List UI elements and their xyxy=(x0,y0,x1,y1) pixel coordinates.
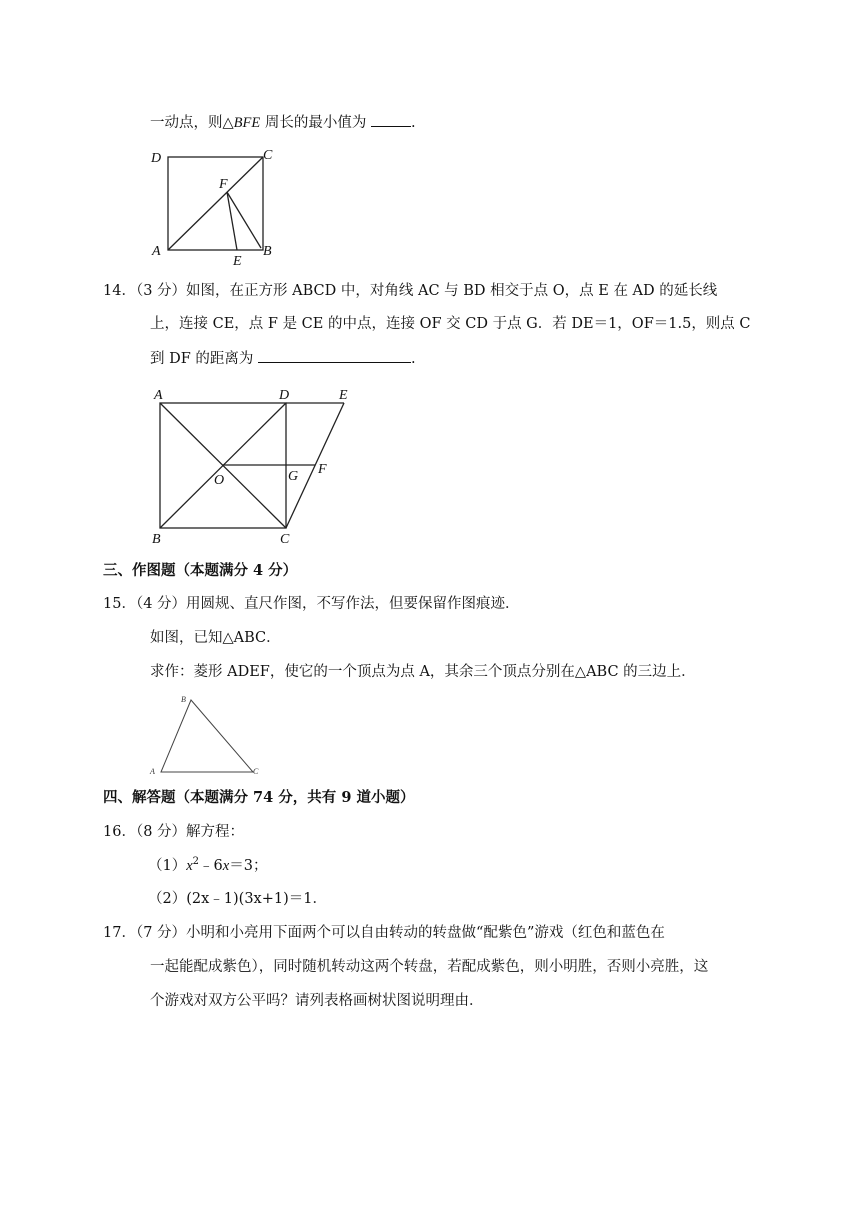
q14-label-c: C xyxy=(280,532,290,547)
q16-exponent: 2 xyxy=(192,856,200,868)
q14-line-3 xyxy=(150,348,416,369)
q16-line-1 xyxy=(103,822,244,842)
q13-text-a: 一动点，则△ xyxy=(150,115,234,131)
q15-label-a: A xyxy=(150,767,155,776)
q17-line-1 xyxy=(103,923,665,943)
q15-line-2: 如图，已知△ABC． xyxy=(150,630,281,646)
q16-text-1: （8 分）解方程： xyxy=(135,824,245,840)
q13-label-d: D xyxy=(151,151,162,166)
q13-label-f: F xyxy=(219,177,228,192)
q14-label-g: G xyxy=(288,469,299,484)
q15-label-b: B xyxy=(181,695,186,704)
q13-text xyxy=(150,112,416,133)
section-3-title: 三、作图题（本题满分 4 分） xyxy=(103,562,298,579)
q15-line-3: 求作：菱形 ADEF，使它的一个顶点为点 A，其余三个顶点分别在△ABC 的三边上． xyxy=(150,664,696,680)
q13-figure xyxy=(148,145,288,270)
q13-answer-blank[interactable] xyxy=(371,112,411,127)
q13-label-e: E xyxy=(233,254,242,269)
q13-label-c: C xyxy=(263,148,273,163)
q16-part-2: （2）(2x﹣1)(3x+1)＝1． xyxy=(148,891,327,907)
q14-figure xyxy=(148,383,363,548)
q15-number: 15． xyxy=(103,596,136,612)
q16-var-x: x xyxy=(186,858,193,874)
q16-var-x-2: x xyxy=(222,858,230,874)
q14-line-2 xyxy=(150,314,751,334)
section-4-title: 四、解答题（本题满分 74 分，共有 9 道小题） xyxy=(103,789,415,806)
q15-figure xyxy=(145,690,270,778)
q13-end: . xyxy=(410,115,416,131)
q13-text-b: 周长的最小值为 xyxy=(260,115,371,131)
q16-part-1-label: （1） xyxy=(148,858,187,874)
q17-text-1: （7 分）小明和小亮用下面两个可以自由转动的转盘做“配紫色”游戏（红色和蓝色在 xyxy=(135,925,665,941)
q15-line-1 xyxy=(103,594,520,614)
q15-label-c: C xyxy=(253,767,259,776)
q13-label-b: B xyxy=(263,244,272,259)
q14-text-1: （3 分）如图，在正方形 ABCD 中，对角线 AC 与 BD 相交于点 O，点 E 在 AD 的延长线 xyxy=(135,283,718,299)
q14-answer-blank[interactable] xyxy=(258,348,411,363)
q14-label-o: O xyxy=(214,473,225,488)
q14-label-a: A xyxy=(154,388,163,403)
q14-number: 14． xyxy=(103,283,136,299)
q15-text-1: （4 分）用圆规、直尺作图，不写作法，但要保留作图痕迹． xyxy=(135,596,520,612)
q14-label-e: E xyxy=(339,388,348,403)
q14-label-f: F xyxy=(318,462,327,477)
q14-text-2: 上，连接 CE，点 F 是 CE 的中点，连接 OF 交 CD 于点 G．若 DE＝1，OF＝1.5，则点 C xyxy=(150,316,751,332)
q13-var-bfe: BFE xyxy=(233,115,261,131)
q14-line-1 xyxy=(103,281,717,301)
q14-label-d: D xyxy=(279,388,290,403)
q17-line-2: 一起能配成紫色），同时随机转动这两个转盘，若配成紫色，则小明胜，否则小亮胜，这 xyxy=(150,959,709,975)
q16-part-1 xyxy=(148,856,267,876)
q16-part-1-end: ＝3； xyxy=(229,858,268,874)
q14-label-b: B xyxy=(152,532,161,547)
q14-end: . xyxy=(411,351,416,367)
q16-number: 16． xyxy=(103,824,136,840)
q13-label-a: A xyxy=(152,244,161,259)
q17-number: 17． xyxy=(103,925,136,941)
q17-line-3: 个游戏对双方公平吗？请列表格画树状图说明理由． xyxy=(150,993,484,1009)
q16-part-1-mid: ﹣6 xyxy=(199,858,223,874)
q14-text-3: 到 DF 的距离为 xyxy=(150,351,259,367)
